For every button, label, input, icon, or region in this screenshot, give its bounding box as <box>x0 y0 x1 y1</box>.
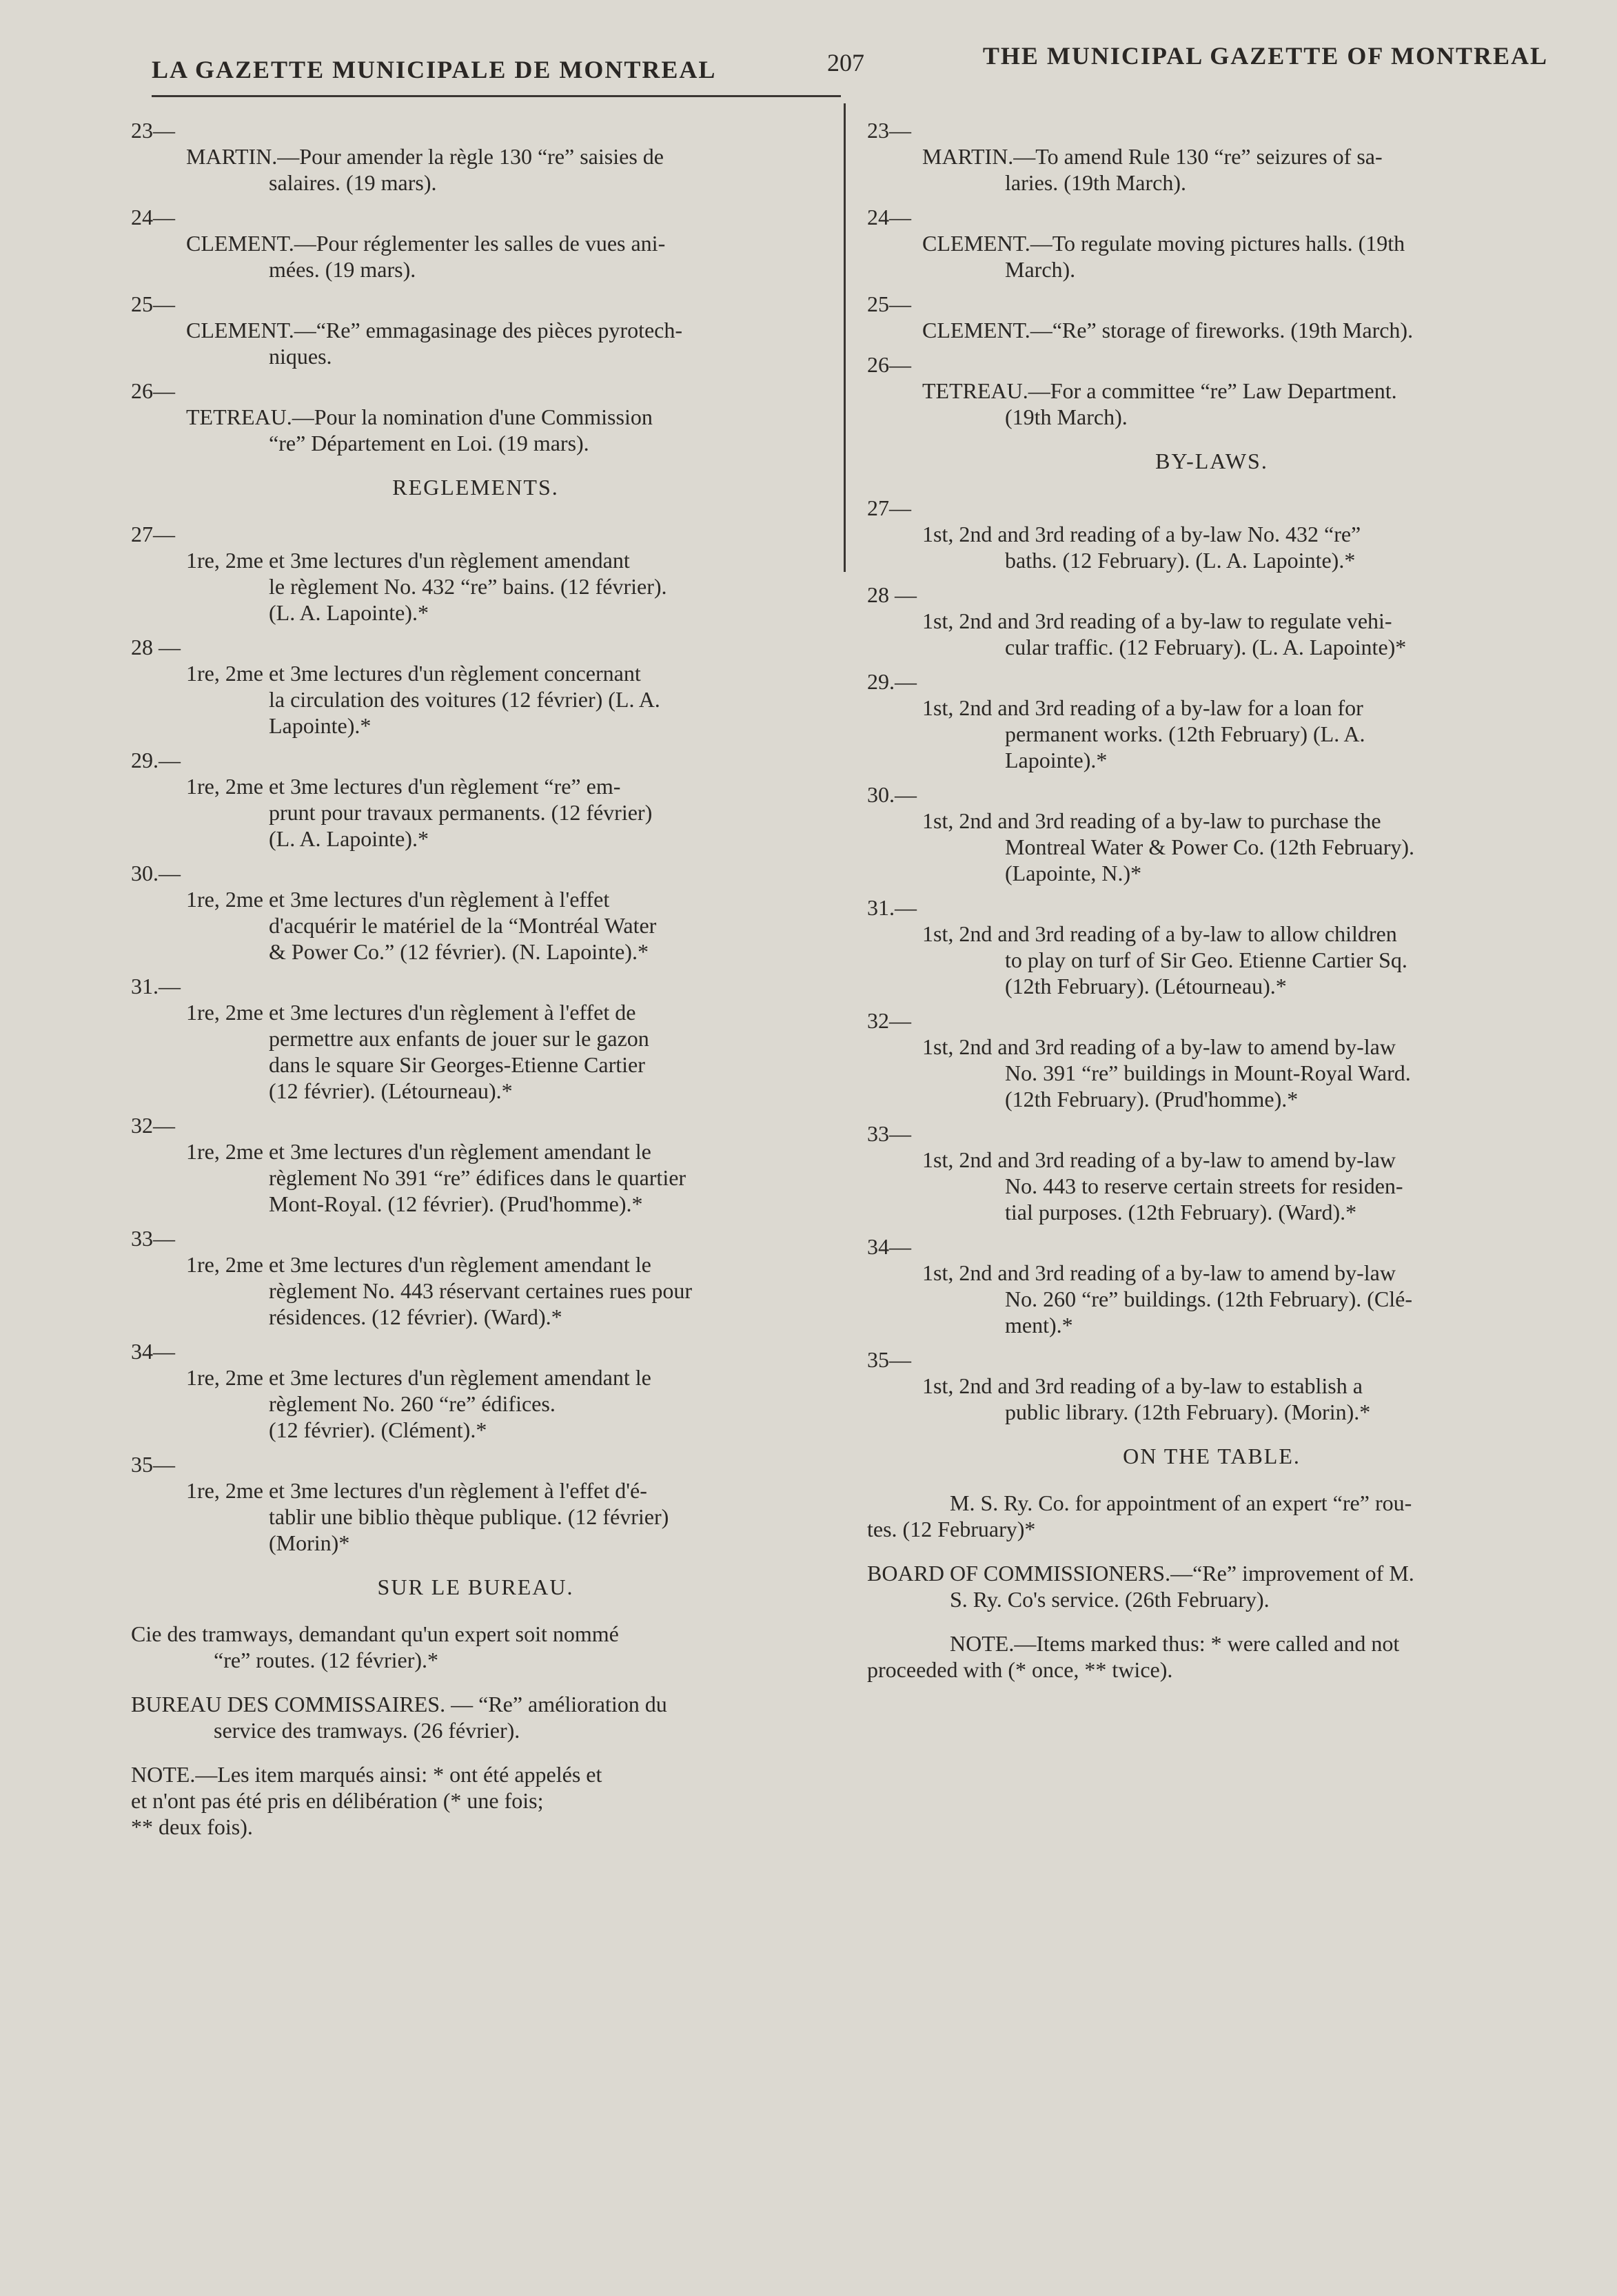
item-text: mées. (19 mars). <box>269 257 416 282</box>
paragraph-text: tes. (12 February)* <box>867 1517 1036 1541</box>
item-number: 28 — <box>131 635 181 659</box>
paragraph-text: M. S. Ry. Co. for appointment of an expert “re” rou- <box>950 1490 1412 1515</box>
item-text: 1st, 2nd and 3rd reading of a by-law to amend by-law <box>922 1147 1396 1172</box>
item-number: 30.— <box>867 782 917 807</box>
bylaw-item <box>131 973 820 1104</box>
item-text: Mont-Royal. (12 février). (Prud'homme).* <box>269 1191 643 1216</box>
item-text: règlement No 391 “re” édifices dans le quartier <box>269 1165 687 1190</box>
item-text: (12th February). (Létourneau).* <box>1005 974 1287 998</box>
item-text: No. 260 “re” buildings. (12th February). (Clé- <box>1005 1287 1412 1311</box>
note-paragraph <box>131 1761 820 1840</box>
item-text: March). <box>1005 257 1076 282</box>
item-text: la circulation des voitures (12 février) (L. A. <box>269 687 660 712</box>
section-title-sur-le-bureau: SUR LE BUREAU. <box>377 1575 574 1599</box>
item-number: 32— <box>867 1008 911 1033</box>
paragraph-text: “re” routes. (12 février).* <box>214 1648 439 1672</box>
paragraph <box>867 1490 1556 1542</box>
item-text: d'acquérir le matériel de la “Montréal Water <box>269 913 657 938</box>
item-text: (L. A. Lapointe).* <box>269 600 429 625</box>
item-number: 31.— <box>131 974 181 998</box>
item-text: MARTIN.—Pour amender la règle 130 “re” saisies de <box>186 144 664 169</box>
item-text: 1re, 2me et 3me lectures d'un règlement “re” em- <box>186 774 621 799</box>
bylaw-item <box>867 1346 1556 1425</box>
bylaw-item <box>131 1451 820 1556</box>
bylaw-item <box>867 668 1556 773</box>
item-text: le règlement No. 432 “re” bains. (12 février). <box>269 574 667 599</box>
item-number: 25— <box>131 291 175 316</box>
bylaw-item <box>867 1233 1556 1338</box>
item-text: 1st, 2nd and 3rd reading of a by-law to regulate vehi- <box>922 608 1392 633</box>
item-number: 29.— <box>131 748 181 772</box>
header-english-title: THE MUNICIPAL GAZETTE OF MONTREAL <box>982 42 1548 70</box>
section-title-reglements: REGLEMENTS. <box>392 475 559 500</box>
item-text: niques. <box>269 344 332 369</box>
item-text: dans le square Sir Georges-Etienne Cartier <box>269 1052 645 1077</box>
bylaw-item <box>867 582 1556 660</box>
paragraph <box>131 1621 820 1673</box>
item-text: 1st, 2nd and 3rd reading of a by-law No. 432 “re” <box>922 522 1361 546</box>
item-text: permettre aux enfants de jouer sur le gazon <box>269 1026 649 1051</box>
item-text: (19th March). <box>1005 404 1128 429</box>
item-text: salaires. (19 mars). <box>269 170 437 195</box>
paragraph-text: NOTE.—Les item marqués ainsi: * ont été appelés et <box>131 1762 602 1787</box>
item-number: 24— <box>131 205 175 229</box>
item-number: 29.— <box>867 669 917 694</box>
item-text: 1st, 2nd and 3rd reading of a by-law to purchase the <box>922 808 1381 833</box>
item-text: 1re, 2me et 3me lectures d'un règlement à l'effet de <box>186 1000 636 1025</box>
list-item <box>131 291 820 369</box>
list-item <box>131 378 820 456</box>
item-number: 35— <box>867 1347 911 1372</box>
bylaw-item <box>131 521 820 626</box>
item-text: tial purposes. (12th February). (Ward).* <box>1005 1200 1357 1224</box>
item-number: 34— <box>131 1339 175 1364</box>
item-text: (12th February). (Prud'homme).* <box>1005 1087 1299 1111</box>
item-number: 33— <box>131 1226 175 1251</box>
item-number: 32— <box>131 1113 175 1138</box>
item-text: Montreal Water & Power Co. (12th February). <box>1005 834 1415 859</box>
item-text: (12 février). (Létourneau).* <box>269 1078 513 1103</box>
item-text: 1re, 2me et 3me lectures d'un règlement concernant <box>186 661 641 686</box>
paragraph-text: S. Ry. Co's service. (26th February). <box>950 1587 1270 1612</box>
item-text: 1st, 2nd and 3rd reading of a by-law to establish a <box>922 1373 1363 1398</box>
item-text: prunt pour travaux permanents. (12 février) <box>269 800 653 825</box>
item-number: 28 — <box>867 582 917 607</box>
item-text: 1re, 2me et 3me lectures d'un règlement amendant le <box>186 1139 651 1164</box>
paragraph-text: BOARD OF COMMISSIONERS.—“Re” improvement of M. <box>867 1561 1414 1586</box>
item-number: 25— <box>867 291 911 316</box>
bylaw-item <box>131 1112 820 1217</box>
note-paragraph <box>867 1630 1556 1683</box>
item-number: 27— <box>131 522 175 546</box>
paragraph-text: BUREAU DES COMMISSAIRES. — “Re” amélioration du <box>131 1692 667 1716</box>
page-header <box>152 41 1548 96</box>
item-text: règlement No. 443 réservant certaines rues pour <box>269 1278 692 1303</box>
item-text: 1st, 2nd and 3rd reading of a by-law to allow children <box>922 921 1397 946</box>
item-text: CLEMENT.—“Re” storage of fireworks. (19th March). <box>922 318 1414 342</box>
item-text: résidences. (12 février). (Ward).* <box>269 1304 562 1329</box>
paragraph-text: service des tramways. (26 février). <box>214 1718 520 1743</box>
bylaw-item <box>867 894 1556 999</box>
bylaw-item <box>131 1225 820 1330</box>
item-text: CLEMENT.—Pour réglementer les salles de vues ani- <box>186 231 666 256</box>
item-text: 1re, 2me et 3me lectures d'un règlement amendant le <box>186 1252 651 1277</box>
item-text: 1re, 2me et 3me lectures d'un règlement amendant le <box>186 1365 651 1390</box>
item-text: 1re, 2me et 3me lectures d'un règlement amendant <box>186 548 630 573</box>
item-number: 23— <box>131 118 175 143</box>
paragraph <box>867 1560 1556 1612</box>
item-text: (L. A. Lapointe).* <box>269 826 429 851</box>
column-divider <box>844 103 846 572</box>
list-item <box>131 204 820 283</box>
item-text: No. 443 to reserve certain streets for residen- <box>1005 1173 1403 1198</box>
item-number: 27— <box>867 495 911 520</box>
item-number: 26— <box>867 352 911 377</box>
list-item <box>867 204 1556 283</box>
item-text: (12 février). (Clément).* <box>269 1417 487 1442</box>
item-text: cular traffic. (12 February). (L. A. Lapointe)* <box>1005 635 1407 659</box>
item-text: ment).* <box>1005 1313 1073 1337</box>
item-number: 30.— <box>131 861 181 885</box>
page-number: 207 <box>827 49 864 76</box>
paragraph-text: proceeded with (* once, ** twice). <box>867 1657 1173 1682</box>
section-title-on-the-table: ON THE TABLE. <box>1123 1444 1301 1468</box>
item-text: laries. (19th March). <box>1005 170 1187 195</box>
bylaw-item <box>131 860 820 965</box>
bylaw-item <box>131 634 820 739</box>
item-text: & Power Co.” (12 février). (N. Lapointe).* <box>269 939 649 964</box>
paragraph-text: NOTE.—Items marked thus: * were called and not <box>950 1631 1400 1656</box>
item-text: CLEMENT.—“Re” emmagasinage des pièces pyrotech- <box>186 318 683 342</box>
item-text: No. 391 “re” buildings in Mount-Royal Ward. <box>1005 1060 1411 1085</box>
item-text: Lapointe).* <box>1005 748 1108 772</box>
french-column <box>131 117 820 1858</box>
item-text: règlement No. 260 “re” édifices. <box>269 1391 556 1416</box>
header-rule <box>152 95 841 97</box>
bylaw-item <box>867 1120 1556 1225</box>
item-text: to play on turf of Sir Geo. Etienne Cartier Sq. <box>1005 947 1407 972</box>
item-text: 1re, 2me et 3me lectures d'un règlement à l'effet <box>186 887 610 912</box>
paragraph <box>131 1691 820 1743</box>
paragraph-text: Cie des tramways, demandant qu'un expert soit nommé <box>131 1621 619 1646</box>
item-text: TETREAU.—For a committee “re” Law Department. <box>922 378 1397 403</box>
list-item <box>867 351 1556 430</box>
section-title-by-laws: BY-LAWS. <box>1155 449 1268 473</box>
item-text: baths. (12 February). (L. A. Lapointe).* <box>1005 548 1356 573</box>
item-number: 34— <box>867 1234 911 1259</box>
bylaw-item <box>867 781 1556 886</box>
item-text: 1st, 2nd and 3rd reading of a by-law to amend by-law <box>922 1034 1396 1059</box>
item-text: 1re, 2me et 3me lectures d'un règlement à l'effet d'é- <box>186 1478 647 1503</box>
header-french-title: LA GAZETTE MUNICIPALE DE MONTREAL <box>152 56 717 83</box>
item-text: 1st, 2nd and 3rd reading of a by-law to amend by-law <box>922 1260 1396 1285</box>
paragraph-text: et n'ont pas été pris en délibération (* une fois; <box>131 1788 544 1813</box>
item-text: “re” Département en Loi. (19 mars). <box>269 431 589 455</box>
item-text: Lapointe).* <box>269 713 372 738</box>
item-number: 26— <box>131 378 175 403</box>
item-text: MARTIN.—To amend Rule 130 “re” seizures of sa- <box>922 144 1383 169</box>
list-item <box>867 117 1556 196</box>
bylaw-item <box>867 495 1556 573</box>
paragraph-text: ** deux fois). <box>131 1814 253 1839</box>
item-text: permanent works. (12th February) (L. A. <box>1005 721 1365 746</box>
item-number: 31.— <box>867 895 917 920</box>
item-number: 33— <box>867 1121 911 1146</box>
item-text: (Morin)* <box>269 1530 350 1555</box>
item-number: 35— <box>131 1452 175 1477</box>
item-text: TETREAU.—Pour la nomination d'une Commission <box>186 404 653 429</box>
list-item <box>867 291 1556 343</box>
item-number: 23— <box>867 118 911 143</box>
item-text: (Lapointe, N.)* <box>1005 861 1142 885</box>
item-text: CLEMENT.—To regulate moving pictures halls. (19th <box>922 231 1405 256</box>
item-text: tablir une biblio thèque publique. (12 février) <box>269 1504 669 1529</box>
item-text: public library. (12th February). (Morin).* <box>1005 1400 1371 1424</box>
bylaw-item <box>131 1338 820 1443</box>
english-column <box>867 117 1556 1701</box>
bylaw-item <box>131 747 820 852</box>
item-number: 24— <box>867 205 911 229</box>
item-text: 1st, 2nd and 3rd reading of a by-law for a loan for <box>922 695 1363 720</box>
bylaw-item <box>867 1007 1556 1112</box>
list-item <box>131 117 820 196</box>
